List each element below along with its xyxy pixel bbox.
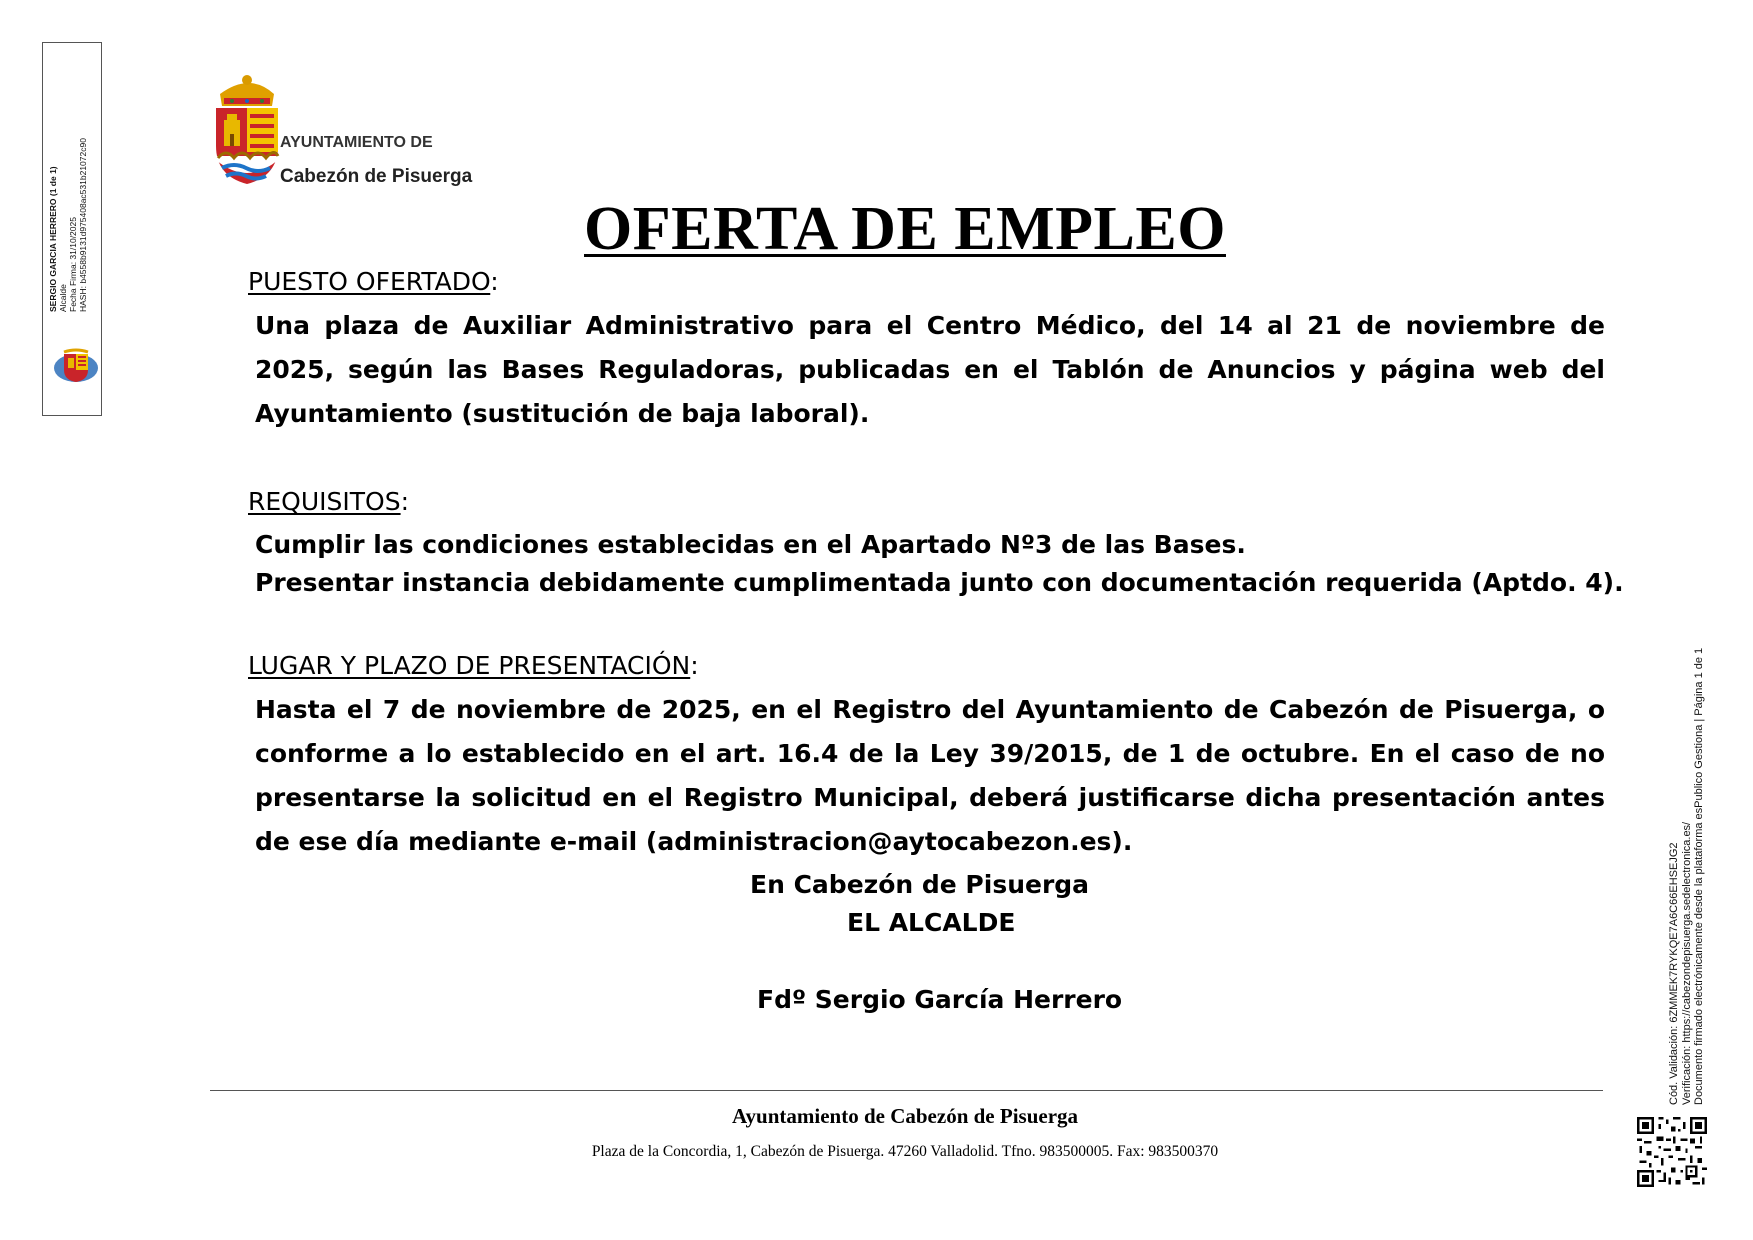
puesto-body: Una plaza de Auxiliar Administrativo para el Centro Médico, del 14 al 21 de noviembre de 2025, según las Bases Reguladoras, publicadas en el Tablón de Anuncios y página web del Ayuntamiento (sustitución de baja laboral). — [255, 311, 1605, 428]
heading-lugar-text: LUGAR Y PLAZO DE PRESENTACIÓN — [248, 651, 691, 680]
signature-info — [48, 32, 88, 312]
closing-place: En Cabezón de Pisuerga — [750, 870, 1090, 899]
heading-lugar: LUGAR Y PLAZO DE PRESENTACIÓN: — [248, 651, 699, 680]
closing-role: EL ALCALDE — [847, 908, 1016, 937]
requisitos-line2: Presentar instancia debidamente cumplimentada junto con documentación requerida (Aptdo. 4). — [255, 568, 1624, 597]
qr-code-icon — [1636, 1117, 1708, 1187]
signer-role: Alcalde — [58, 284, 68, 312]
lugar-body: Hasta el 7 de noviembre de 2025, en el Registro del Ayuntamiento de Cabezón de Pisuerga, o conforme a lo establecido en el art. 16.4 de la Ley 39/2015, de 1 de octubre. En el caso de no presentarse la solicitud en el Registro Municipal, deberá justificarse dicha presentación antes de ese día mediante e-mail (administracion@aytocabezon.es). — [255, 695, 1605, 856]
logo-line1: AYUNTAMIENTO DE — [280, 134, 433, 151]
validation-doc-info: Documento firmado electrónicamente desde la plataforma esPublico Gestiona | Página 1 de 1 — [1693, 647, 1705, 1105]
sign-hash: HASH: b4558b9131d975408ac531b21072c90 — [78, 138, 88, 312]
footer-name: Ayuntamiento de Cabezón de Pisuerga — [731, 1104, 1079, 1128]
requisitos-line1: Cumplir las condiciones establecidas en el Apartado Nº3 de las Bases. — [255, 530, 1246, 559]
heading-puesto-text: PUESTO OFERTADO — [248, 267, 491, 296]
validation-verify: Verificación: https://cabezondepisuerga.sedelectronica.es/ — [1680, 821, 1693, 1105]
footer-divider — [210, 1090, 1603, 1091]
logo-line2: Cabezón de Pisuerga — [280, 166, 473, 187]
validation-info — [1668, 575, 1706, 1105]
closing-signed: Fdº Sergio García Herrero — [757, 985, 1123, 1014]
validation-code: Cód. Validación: 6ZMMEK7RYKQE7A6C66EHSEJG2 — [1668, 842, 1680, 1105]
signer-name: SERGIO GARCIA HERRERO (1 de 1) — [48, 166, 58, 312]
footer-address: Plaza de la Concordia, 1, Cabezón de Pisuerga. 47260 Valladolid. Tfno. 983500005. Fax: 983500370 — [591, 1143, 1219, 1160]
sign-date: Fecha Firma: 31/10/2025 — [68, 217, 78, 312]
heading-puesto: PUESTO OFERTADO: — [248, 267, 499, 296]
page-title: OFERTA DE EMPLEO — [584, 195, 1226, 263]
heading-requisitos: REQUISITOS: — [248, 487, 410, 516]
heading-requisitos-text: REQUISITOS — [248, 487, 401, 516]
small-coat-of-arms-icon — [50, 348, 102, 384]
